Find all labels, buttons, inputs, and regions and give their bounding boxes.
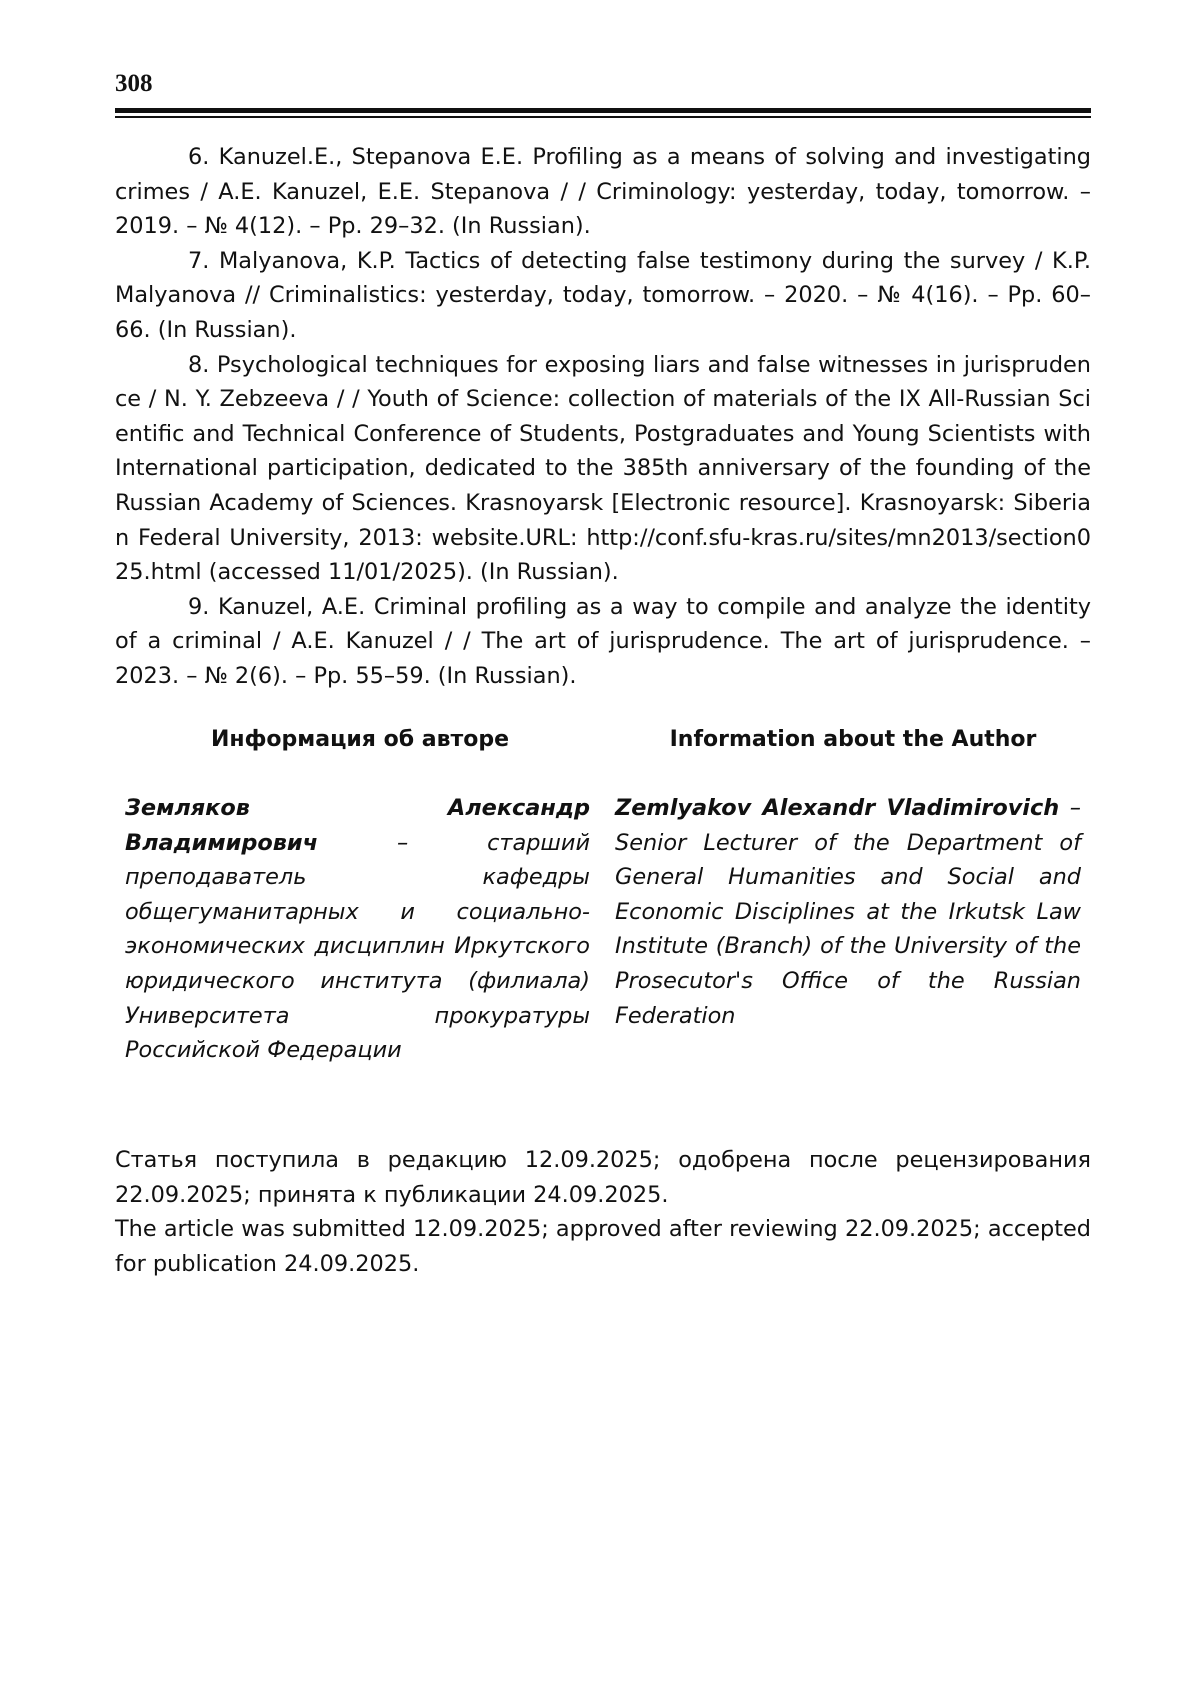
author-name-en: Zemlyakov Alexandr Vladimirovich (615, 795, 1060, 821)
author-description-en: – Senior Lecturer of the Department of General Humanities and Social and Economic Disciplines at the Irkutsk Law Institute (Branch) of the University of the Prosecutor's Office of the Russian Federation (615, 795, 1081, 1029)
reference-item-9: 9. Kanuzel, A.E. Criminal profiling as a way to compile and analyze the identity of a criminal / A.E. Kanuzel / / The art of jurisprudence. The art of jurisprudence. – 2023. – № 2(6). – Pp. 55–59. (In Russian). (115, 593, 1091, 689)
author-description-ru: – старший преподаватель кафедры общегуманитарных и социально-экономических дисциплин Иркутского юридического института (филиала) Университета прокуратуры Российской Федерации (125, 829, 590, 1064)
header-rule-thick (115, 108, 1091, 113)
page-number: 308 (115, 70, 153, 97)
header-rule-thin (115, 116, 1091, 118)
author-name-ru: Земляков Александр Владимирович (125, 795, 590, 856)
author-heading-en: Information about the Author (669, 727, 1037, 752)
submission-note-en: The article was submitted 12.09.2025; approved after reviewing 22.09.2025; accepted for publication 24.09.2025. (115, 1216, 1091, 1277)
author-bio-en (615, 791, 1081, 1033)
author-information (115, 725, 1091, 1064)
submission-note-ru: Статья поступила в редакцию 12.09.2025; одобрена после рецензирования 22.09.2025; принята к публикации 24.09.2025. (115, 1147, 1091, 1208)
author-info-en (615, 725, 1081, 1033)
reference-item-8: 8. Psychological techniques for exposing liars and false witnesses in jurisprudence / N. Y. Zebzeeva / / Youth of Science: collection of materials of the IX All-Russian Scientific and Technical Conference of Students, Postgraduates and Young Scientists with International participation, dedicated to the 385th anniversary of the founding of the Russian Academy of Sciences. Krasnoyarsk [Electronic resource]. Krasnoyarsk: Siberian Federal University, 2013: website.URL: http://conf.sfu-kras.ru/sites/mn2013/section025.html (accessed 11/01/2025). (In Russian). (115, 351, 1091, 586)
reference-item-6: 6. Kanuzel.E., Stepanova E.E. Profiling as a means of solving and investigating crimes / A.E. Kanuzel, E.E. Stepanova / / Criminology: yesterday, today, tomorrow. – 2019. – № 4(12). – Pp. 29–32. (In Russian). (115, 144, 1091, 240)
submission-notes (115, 1143, 1091, 1281)
reference-list (115, 140, 1091, 694)
author-heading-ru: Информация об авторе (210, 727, 510, 752)
author-bio-ru (125, 791, 590, 1068)
reference-item-7: 7. Malyanova, K.P. Tactics of detecting false testimony during the survey / K.P. Malyanova // Criminalistics: yesterday, today, tomorrow. – 2020. – № 4(16). – Pp. 60–66. (In Russian). (115, 247, 1091, 343)
author-info-ru (125, 725, 590, 1068)
